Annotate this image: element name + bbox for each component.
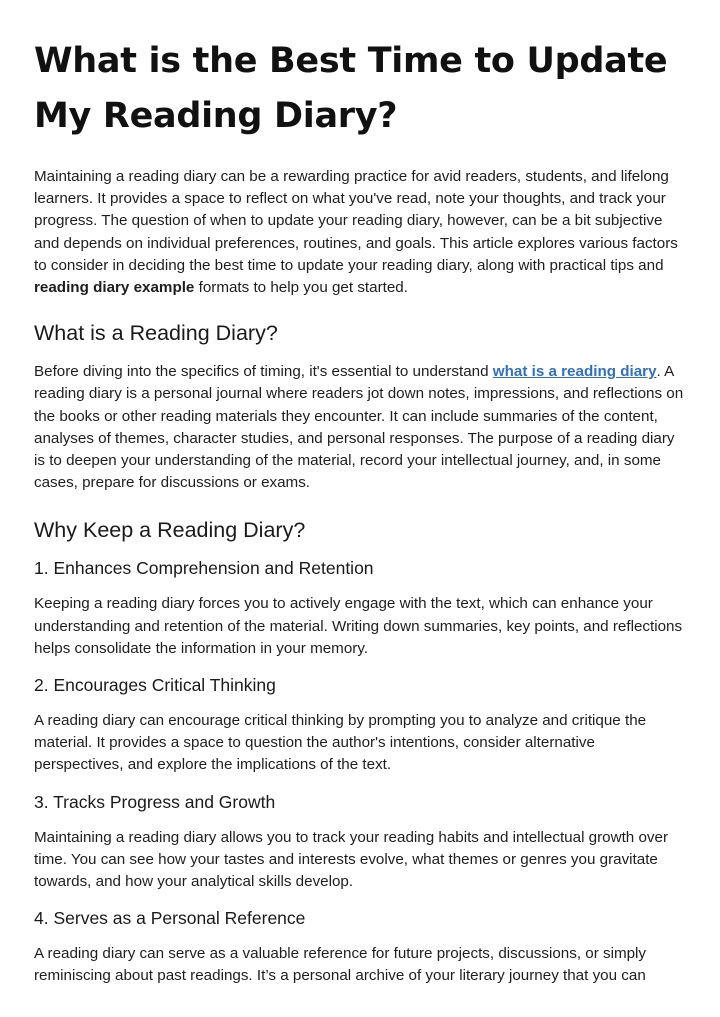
section-heading-why-keep: Why Keep a Reading Diary? — [34, 518, 306, 543]
intro-paragraph — [34, 166, 684, 299]
paragraph-comprehension: Keeping a reading diary forces you to actively engage with the text, which can enhance your understanding and retention of the material. Writing down summaries, key points, and reflections helps consolidate the information in your memory. — [34, 595, 683, 657]
section-what-is-paragraph — [34, 361, 684, 494]
section-what-is-text-end: . A reading diary is a personal journal where readers jot down notes, impressions, and reflections on the books or other reading materials they encounter. It can include summaries of the content, analyses of themes, character studies, and personal responses. The purpose of a reading diary is to deepen your understanding of the material, record your intellectual journey, and, in some cases, prepare for discussions or exams. — [34, 363, 684, 492]
paragraph-critical-thinking: A reading diary can encourage critical thinking by prompting you to analyze and critique the material. It provides a space to question the author's intentions, consider alternative perspectives, and explore the implications of the text. — [34, 712, 647, 774]
intro-text-end: formats to help you get started. — [194, 279, 408, 297]
paragraph-progress: Maintaining a reading diary allows you to track your reading habits and intellectual growth over time. You can see how your tastes and interests evolve, what themes or genres you gravitate towards, and how your analytical skills develop. — [34, 828, 669, 891]
paragraph-reference: A reading diary can serve as a valuable reference for future projects, discussions, or simply reminiscing about past readings. It’s a personal archive of your literary journey that you can — [34, 945, 647, 985]
subheading-reference: 4. Serves as a Personal Reference — [34, 908, 306, 929]
what-is-a-reading-diary-link[interactable]: what is a reading diary — [492, 363, 657, 381]
intro-text-start: Maintaining a reading diary can be a rewarding practice for avid readers, students, and lifelong learners. It provides a space to reflect on what you've read, note your thoughts, and track your progress. The question of when to update your reading diary, however, can be a bit subjective and depends on individual preferences, routines, and goals. This article explores various factors to consider in deciding the best time to update your reading diary, along with practical tips and — [34, 168, 678, 274]
section-what-is-text-start: Before diving into the specifics of timing, it's essential to understand — [34, 363, 493, 381]
article-title: What is the Best Time to Update My Reading Diary? — [34, 41, 668, 136]
subheading-comprehension: 1. Enhances Comprehension and Retention — [34, 558, 374, 579]
subheading-progress: 3. Tracks Progress and Growth — [34, 791, 276, 812]
subheading-critical-thinking: 2. Encourages Critical Thinking — [34, 675, 276, 696]
intro-bold-phrase: reading diary example — [34, 279, 195, 297]
section-heading-what-is: What is a Reading Diary? — [34, 321, 278, 346]
